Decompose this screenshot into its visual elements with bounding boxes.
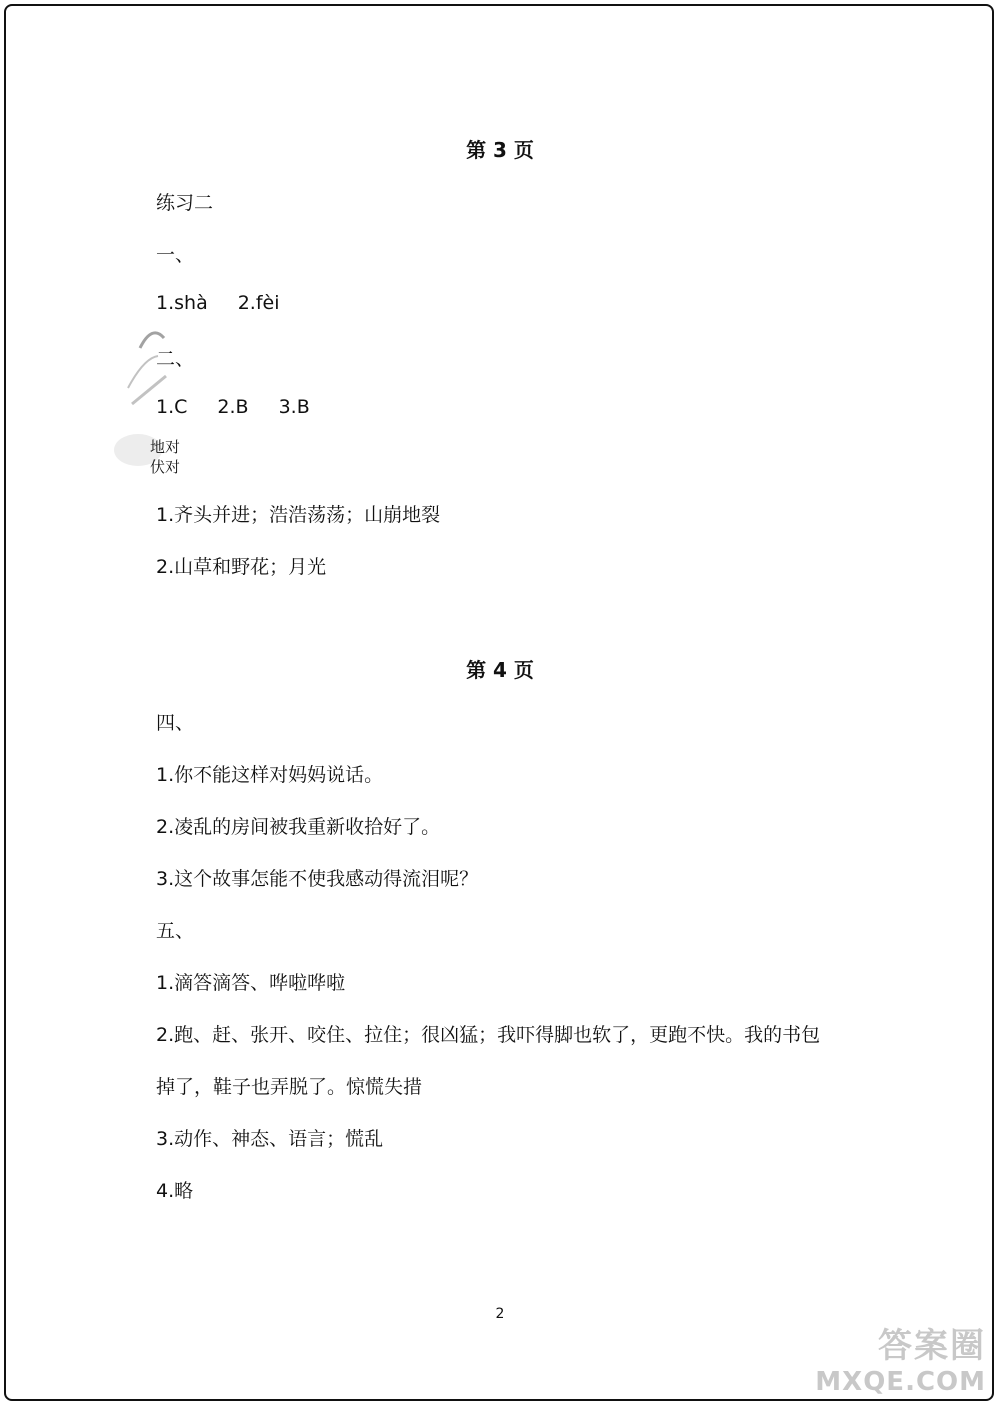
page-4-heading: 第 4 页 [466,658,534,682]
document-page [4,4,994,1401]
section-1-answers [156,292,280,314]
section-2-label: 二、 [156,348,195,370]
answer: 2.B [217,396,249,418]
section-1-label: 一、 [156,244,195,266]
section-5-label: 五、 [156,920,195,942]
section-5-answer-2: 2.跑、赶、张开、咬住、拉住；很凶猛；我吓得脚也软了，更跑不快。我的书包 [156,1024,821,1046]
answer: 3.B [278,396,310,418]
page-3-heading: 第 3 页 [466,138,534,162]
section-3-hint: 伏对 [150,458,181,476]
section-4-answer-1: 1.你不能这样对妈妈说话。 [156,764,384,786]
site-watermark [815,1318,986,1397]
exercise-title: 练习二 [156,192,214,214]
section-2-answers [156,396,310,418]
watermark-cn: 答案圈 [878,1326,986,1366]
section-4-label: 四、 [156,712,195,734]
section-5-answer-2-cont: 掉了，鞋子也弄脱了。惊慌失措 [156,1076,423,1098]
section-3-answer-2: 2.山草和野花；月光 [156,556,327,578]
page-number: 2 [495,1306,505,1322]
answer: 2.fèi [237,292,280,314]
section-5-answer-1: 1.滴答滴答、哗啦哗啦 [156,972,346,994]
section-5-answer-3: 3.动作、神态、语言；慌乱 [156,1128,384,1150]
section-4-answer-3: 3.这个故事怎能不使我感动得流泪呢？ [156,868,479,890]
section-3-hint: 地对 [150,438,181,456]
section-4-answer-2: 2.凌乱的房间被我重新收拾好了。 [156,816,441,838]
section-5-answer-4: 4.略 [156,1180,194,1202]
answer: 1.shà [156,292,208,314]
answer: 1.C [156,396,188,418]
section-3-answer-1: 1.齐头并进；浩浩荡荡；山崩地裂 [156,504,441,526]
watermark-en: MXQE.COM [815,1367,986,1397]
